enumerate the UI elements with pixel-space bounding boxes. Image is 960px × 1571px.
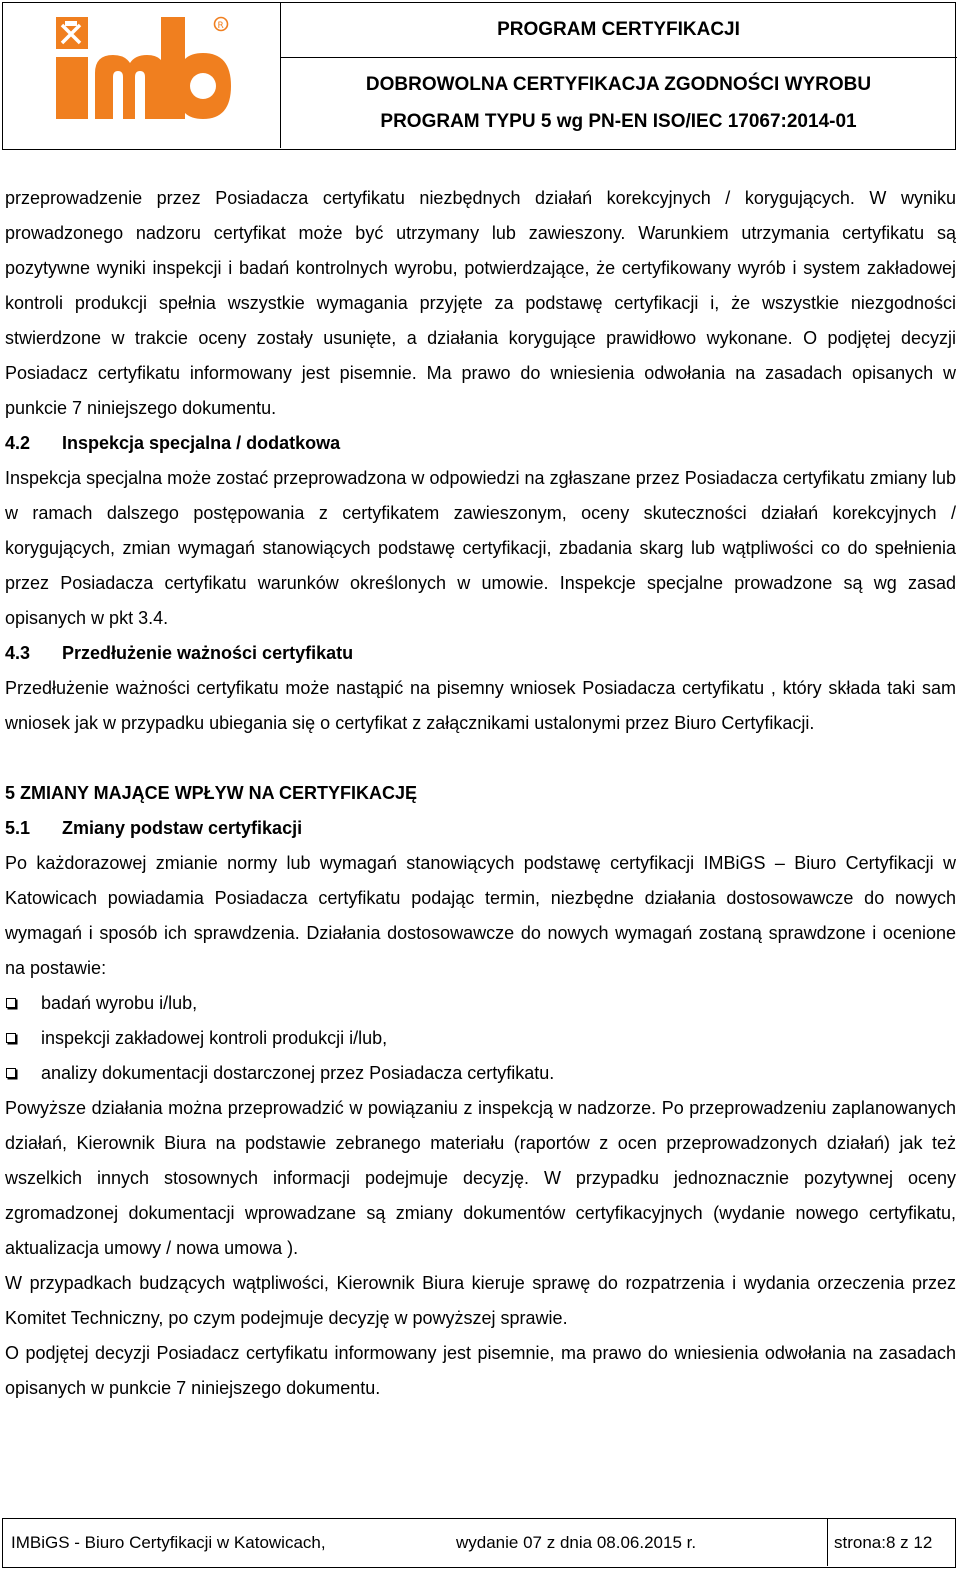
- section-number: 4.3: [5, 643, 31, 663]
- document-header: [2, 2, 956, 150]
- section-title: Inspekcja specjalna / dodatkowa: [62, 433, 341, 453]
- paragraph-actions: Powyższe działania można przeprowadzić w powiązaniu z inspekcją w nadzorze. Po przeprowadzeniu zaplanowanych działań, Kierownik Biura na podstawie zebranego materiału (raportów z ocen przeprowadzonych działań) jak też wszelkich innych stosownych informacji podejmuje decyzję. W przypadku jednoznacznie pozytywnej oceny zgromadzonej dokumentacji wprowadzane są zmiany dokumentów certyfikacyjnych (wydanie nowego certyfikatu, aktualizacja umowy / nowa umowa ).: [5, 1098, 956, 1258]
- section-title: Przedłużenie ważności certyfikatu: [62, 643, 354, 663]
- subtitle-line-2: PROGRAM TYPU 5 wg PN-EN ISO/IEC 17067:2014-01: [380, 111, 857, 132]
- section-5-heading: 5 ZMIANY MAJĄCE WPŁYW NA CERTYFIKACJĘ: [5, 783, 418, 803]
- checkbox-bullet-icon: [6, 1033, 16, 1043]
- paragraph-doubts: W przypadkach budzących wątpliwości, Kierownik Biura kieruje sprawę do rozpatrzenia i wydania orzeczenia przez Komitet Techniczny, po czym podejmuje decyzję w powyższej sprawie.: [5, 1273, 956, 1328]
- section-4-2-heading: [5, 426, 956, 461]
- document-footer: [2, 1518, 956, 1568]
- checkbox-list: [5, 986, 956, 1091]
- section-title: Zmiany podstaw certyfikacji: [62, 818, 303, 838]
- document-body: [5, 181, 956, 1406]
- paragraph-changes: Po każdorazowej zmianie normy lub wymagań stanowiących podstawę certyfikacji IMBiGS – Biuro Certyfikacji w Katowicach powiadamia Posiadacza certyfikatu podając termin, niezbędne działania dostosowawcze do nowych wymagań i sposób ich sprawdzenia. Działania dostosowawcze do nowych wymagań zostaną sprawdzone i ocenione na postawie:: [5, 853, 956, 978]
- section-number: 4.2: [5, 433, 31, 453]
- paragraph-extension: Przedłużenie ważności certyfikatu może nastąpić na pisemny wniosek Posiadacza certyfikatu , który składa taki sam wniosek jak w przypadku ubiegania się o certyfikat z załącznikami ustalonymi przez Biuro Certyfikacji.: [5, 678, 956, 733]
- checkbox-bullet-icon: [6, 998, 16, 1008]
- paragraph-special-inspection: Inspekcja specjalna może zostać przeprowadzona w odpowiedzi na zgłaszane przez Posiadacza certyfikatu zmiany lub w ramach dalszego postępowania z certyfikatem zawieszonym, oceny skuteczności działań korekcyjnych / korygujących, zmian wymagań stanowiących podstawę certyfikacji, zbadania skarg lub wątpliwości co do spełnienia przez Posiadacza certyfikatu warunków określonych w umowie. Inspekcje specjalne prowadzone są wg zasad opisanych w pkt 3.4.: [5, 468, 956, 628]
- program-title: PROGRAM CERTYFIKACJI: [280, 3, 957, 58]
- section-number: 5.1: [5, 818, 31, 838]
- program-subtitle: [280, 58, 957, 148]
- footer-edition: wydanie 07 z dnia 08.06.2015 r.: [456, 1533, 697, 1552]
- list-item: badań wyrobu i/lub,: [5, 986, 956, 1021]
- paragraph-decision: O podjętej decyzji Posiadacz certyfikatu informowany jest pisemnie, ma prawo do wniesienia odwołania na zasadach opisanych w punkcie 7 niniejszego dokumentu.: [5, 1343, 956, 1398]
- section-4-3-heading: [5, 636, 956, 671]
- logo-cell: [3, 3, 281, 148]
- list-item: inspekcji zakładowej kontroli produkcji i/lub,: [5, 1021, 956, 1056]
- list-item: analizy dokumentacji dostarczonej przez Posiadacza certyfikatu.: [5, 1056, 956, 1091]
- subtitle-line-1: DOBROWOLNA CERTYFIKACJA ZGODNOŚCI WYROBU: [365, 74, 872, 95]
- footer-page-number: strona:8 z 12: [827, 1519, 954, 1566]
- section-5-1-heading: [5, 811, 956, 846]
- paragraph-supervision: przeprowadzenie przez Posiadacza certyfikatu niezbędnych działań korekcyjnych / korygujących. W wyniku prowadzonego nadzoru certyfikat może być utrzymany lub zawieszony. Warunkiem utrzymania certyfikatu są pozytywne wyniki inspekcji i badań kontrolnych wyrobu, potwierdzające, że certyfikowany wyrób i system zakładowej kontroli produkcji spełnia wszystkie wymagania przyjęte za podstawę certyfikacji i, że wszystkie niezgodności stwierdzone w trakcie oceny zostały usunięte, a działania korygujące prawidłowo wykonane. O podjętej decyzji Posiadacz certyfikatu informowany jest pisemnie. Ma prawo do wniesienia odwołania na zasadach opisanych w punkcie 7 niniejszego dokumentu.: [5, 188, 956, 418]
- checkbox-bullet-icon: [6, 1068, 16, 1078]
- svg-text:R: R: [217, 21, 224, 31]
- footer-organization: IMBiGS - Biuro Certyfikacji w Katowicach,: [11, 1533, 326, 1552]
- imbigs-logo: [51, 13, 236, 125]
